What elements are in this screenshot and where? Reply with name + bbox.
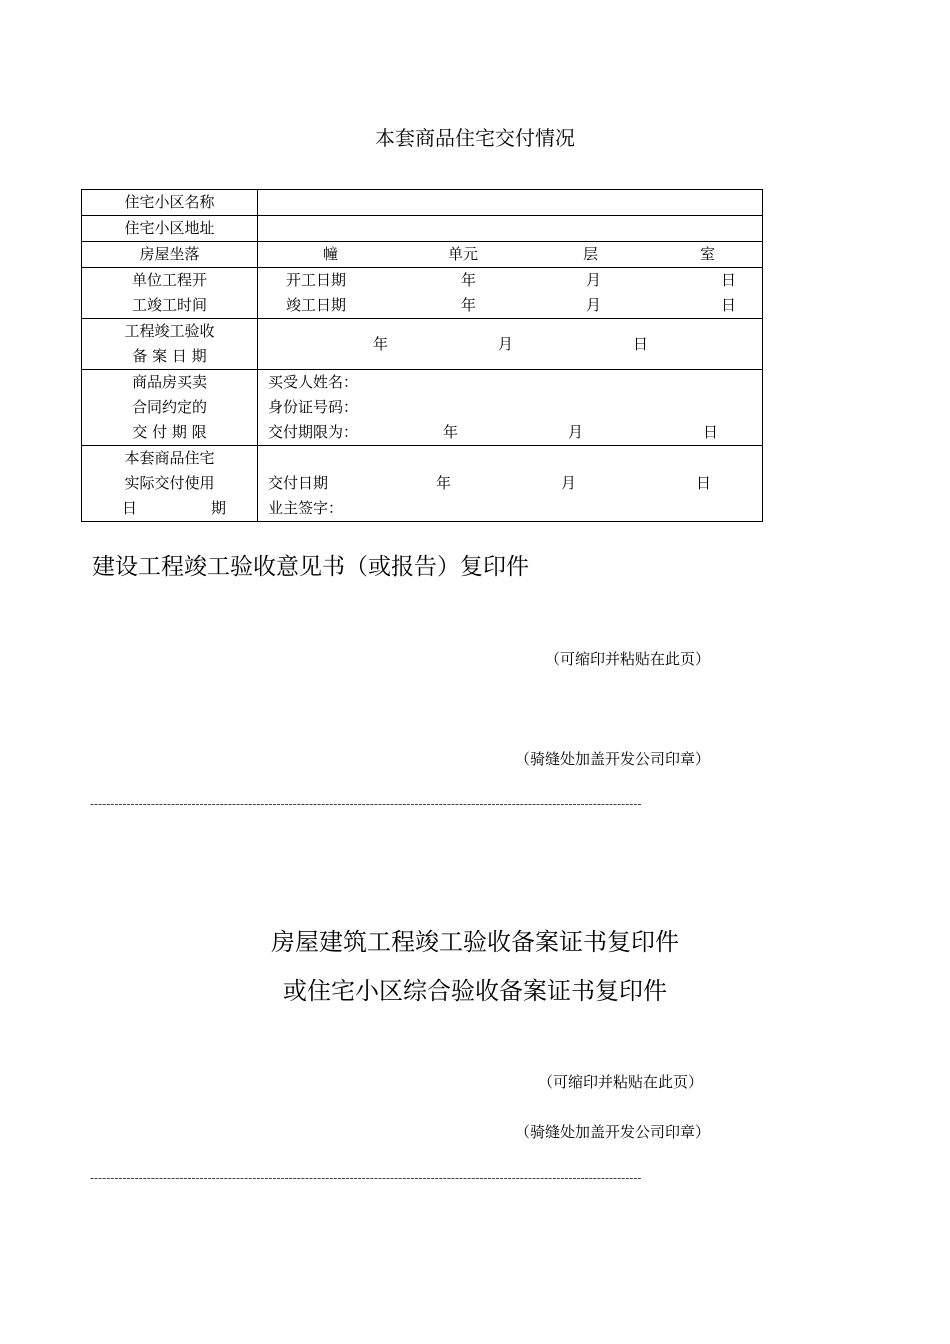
section1-heading: 建设工程竣工验收意见书（或报告）复印件 [92, 554, 529, 580]
year-label: 年 [461, 296, 477, 314]
building-unit: 幢 [323, 245, 339, 263]
month-label: 月 [568, 423, 584, 441]
table-row [82, 190, 763, 216]
community-name-value [258, 190, 763, 216]
table-row [82, 268, 763, 319]
room-unit: 室 [700, 245, 716, 263]
section1-seal-note: （骑缝处加盖开发公司印章） [515, 750, 711, 768]
location-value [258, 242, 763, 268]
buyer-name-label: 买受人姓名： [268, 373, 359, 391]
contract-deadline-label: 商品房买卖 合同约定的 交 付 期 限 [82, 370, 258, 446]
section2-seal-note: （骑缝处加盖开发公司印章） [515, 1123, 711, 1141]
construction-time-value [258, 268, 763, 319]
acceptance-date-value [258, 319, 763, 370]
section2-heading-line2: 或住宅小区综合验收备案证书复印件 [283, 977, 667, 1005]
section2-heading-line1: 房屋建筑工程竣工验收备案证书复印件 [271, 928, 679, 956]
year-label: 年 [443, 423, 459, 441]
day-label: 日 [696, 474, 712, 492]
section1-paste-note: （可缩印并粘贴在此页） [545, 650, 711, 668]
month-label: 月 [561, 474, 577, 492]
entrance-unit: 单元 [448, 245, 479, 263]
location-label: 房屋坐落 [82, 242, 258, 268]
day-label: 日 [703, 423, 719, 441]
floor-unit: 层 [583, 245, 599, 263]
section2-paste-note: （可缩印并粘贴在此页） [538, 1073, 704, 1091]
actual-delivery-label: 本套商品住宅 实际交付使用 日 期 [82, 446, 258, 522]
year-label: 年 [461, 271, 477, 289]
month-label: 月 [498, 335, 514, 353]
day-label: 日 [721, 271, 737, 289]
table-row [82, 319, 763, 370]
acceptance-date-label: 工程竣工验收 备 案 日 期 [82, 319, 258, 370]
construction-time-label: 单位工程开 工竣工时间 [82, 268, 258, 319]
end-date-label: 竣工日期 [286, 296, 347, 314]
actual-delivery-value [258, 446, 763, 522]
table-row [82, 446, 763, 522]
page-title: 本套商品住宅交付情况 [375, 126, 575, 150]
day-label: 日 [721, 296, 737, 314]
owner-signature-label: 业主签字： [268, 499, 344, 517]
table-row [82, 216, 763, 242]
separator-line: ---------------------------------------------------------------------------------------------------------------------------------------- [90, 798, 642, 810]
month-label: 月 [586, 271, 602, 289]
year-label: 年 [373, 335, 389, 353]
delivery-deadline-label: 交付期限为： [268, 423, 359, 441]
contract-deadline-value [258, 370, 763, 446]
table-row [82, 370, 763, 446]
day-label: 日 [633, 335, 649, 353]
community-address-value [258, 216, 763, 242]
month-label: 月 [586, 296, 602, 314]
delivery-info-table [81, 189, 763, 522]
community-address-label: 住宅小区地址 [82, 216, 258, 242]
separator-line: ---------------------------------------------------------------------------------------------------------------------------------------- [90, 1172, 642, 1184]
start-date-label: 开工日期 [286, 271, 347, 289]
id-number-label: 身份证号码： [268, 398, 359, 416]
year-label: 年 [436, 474, 452, 492]
table-row [82, 242, 763, 268]
delivery-date-label: 交付日期 [268, 474, 329, 492]
community-name-label: 住宅小区名称 [82, 190, 258, 216]
